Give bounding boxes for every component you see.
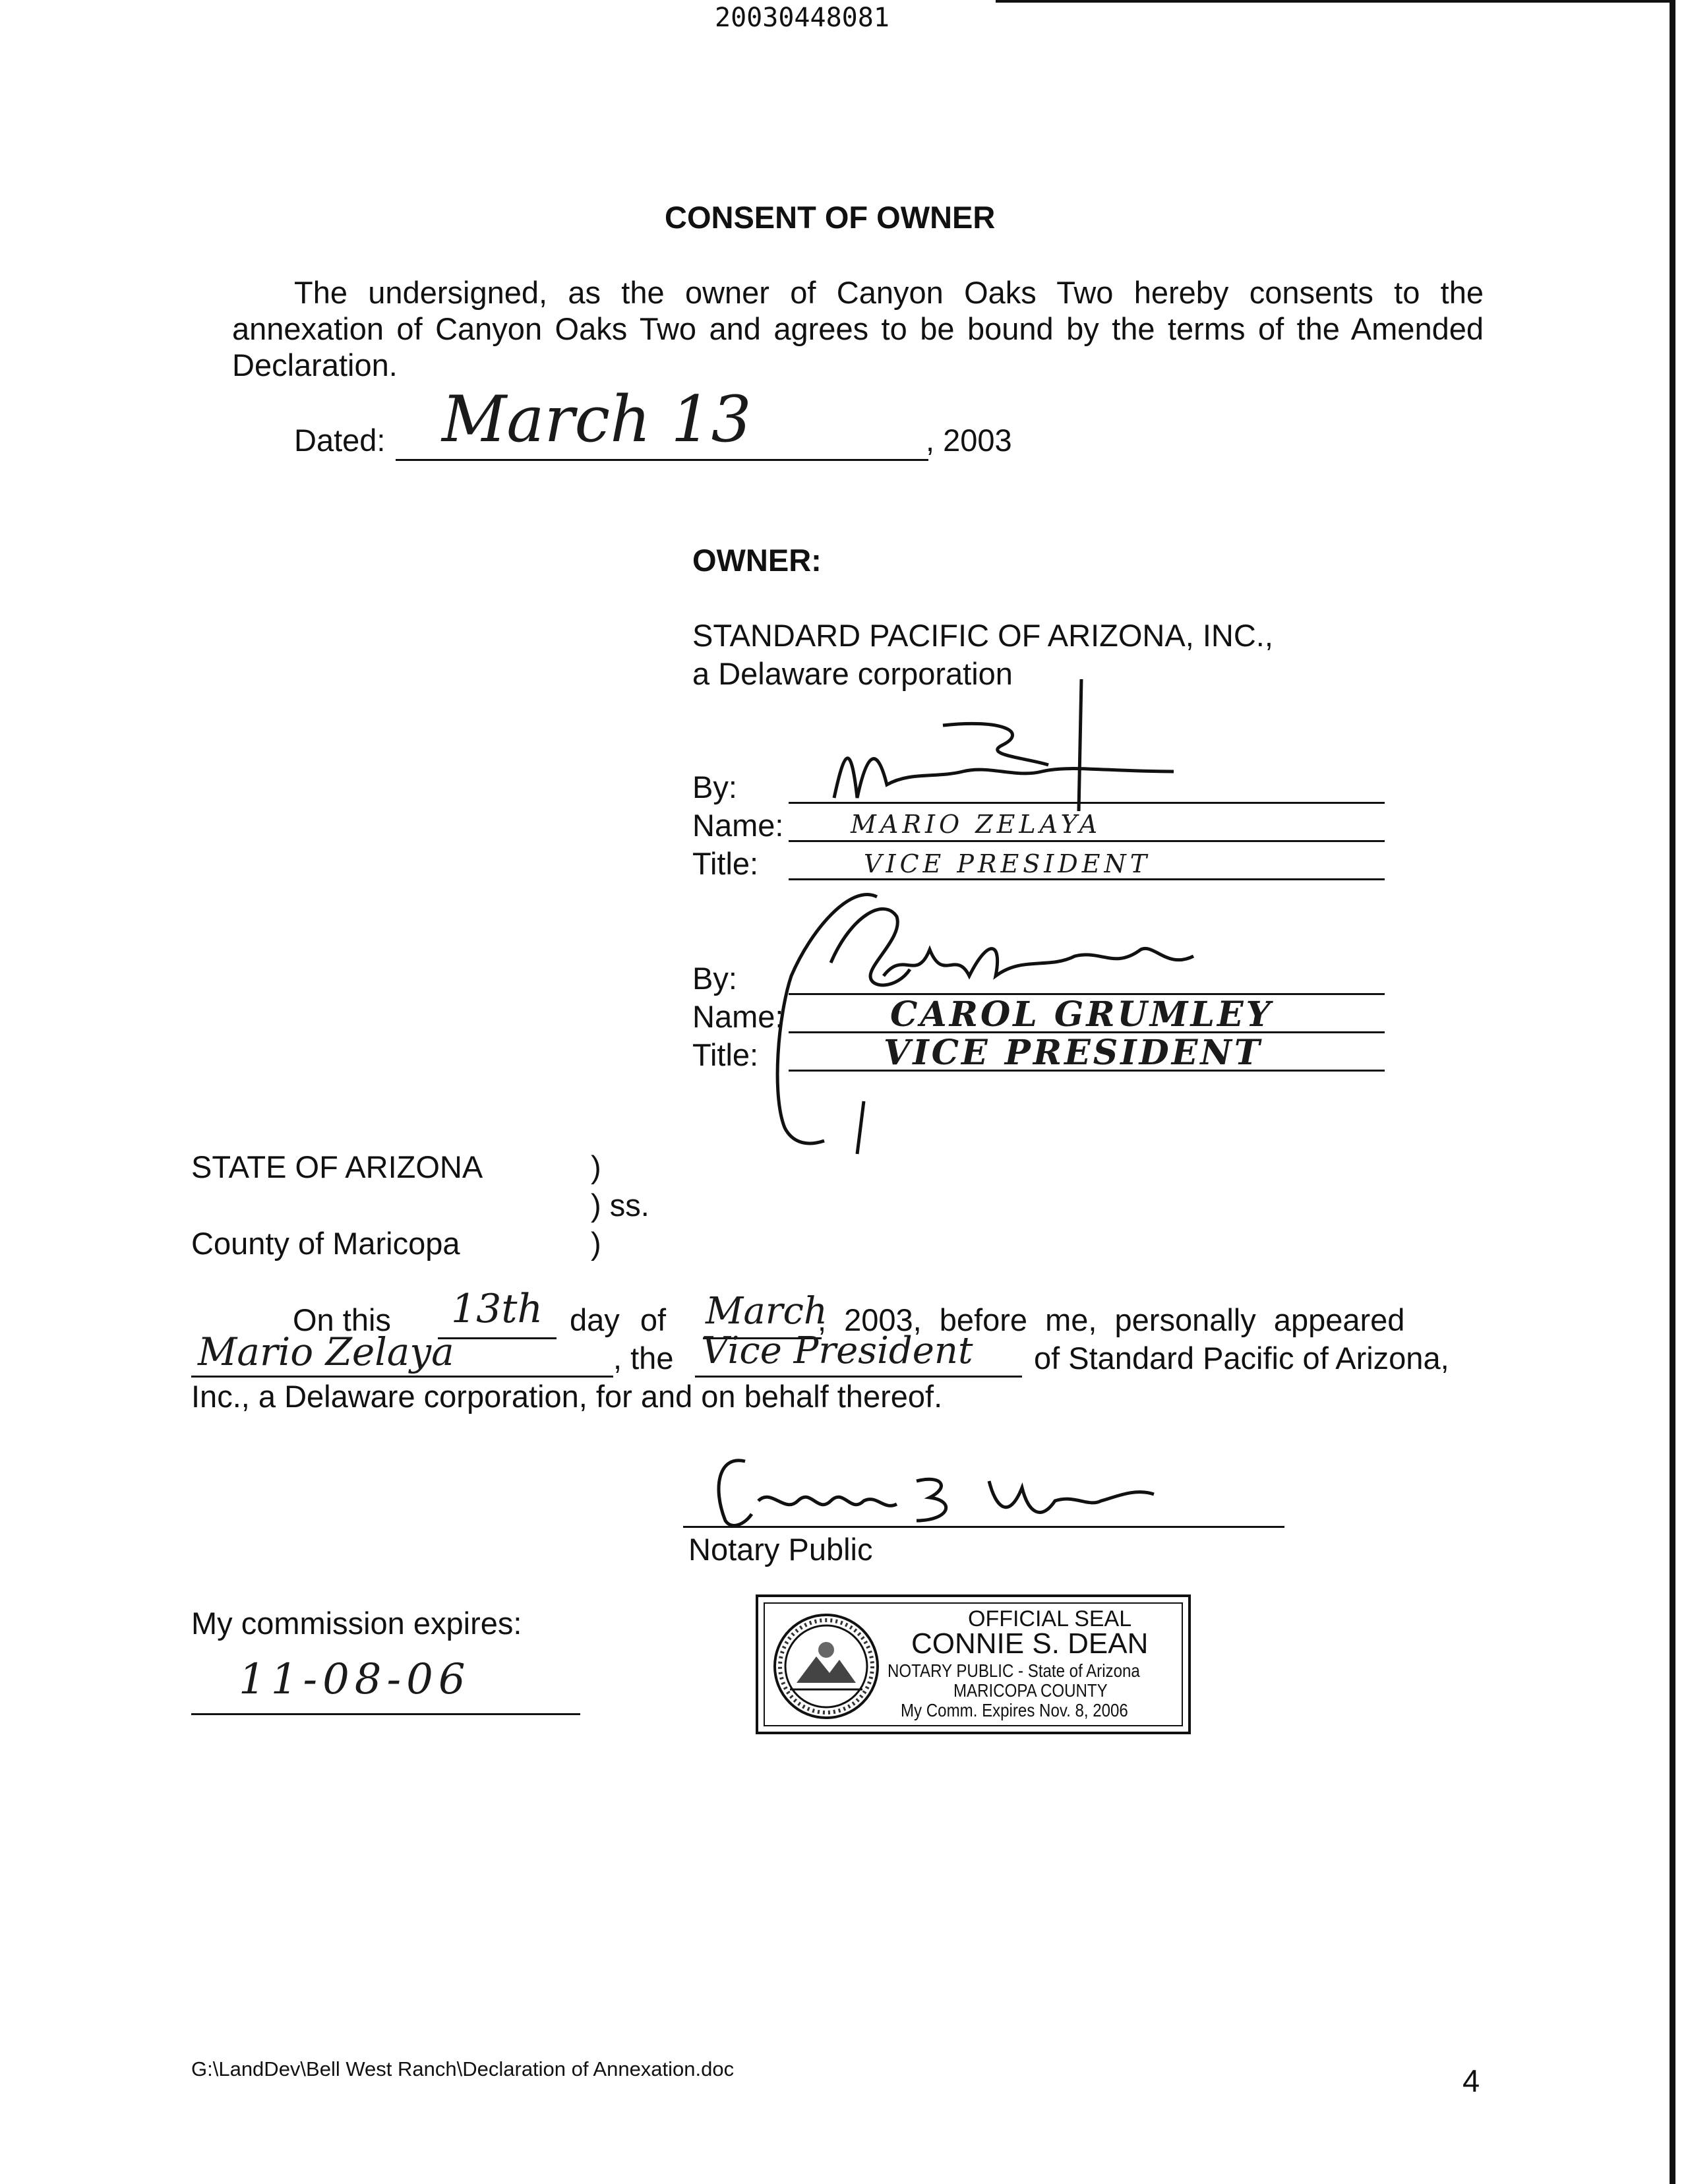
notary-signature-line: [683, 1526, 1284, 1528]
ack-day-line: [438, 1337, 557, 1339]
ack-rest-line1: , 2003, before me, personally appeared: [818, 1302, 1405, 1337]
commission-label: My commission expires:: [191, 1606, 522, 1641]
ack-role-value: Vice President: [702, 1329, 973, 1372]
signer1-title-label: Title:: [692, 846, 759, 881]
document-number: 20030448081: [715, 3, 889, 33]
dated-label: Dated:: [294, 423, 386, 458]
dated-year: , 2003: [926, 423, 1012, 458]
ack-month-value: March: [706, 1290, 828, 1333]
scan-edge-line: [1670, 0, 1675, 2184]
ack-the: , the: [613, 1341, 674, 1376]
owner-heading: OWNER:: [692, 543, 822, 578]
ss-label: ) ss.: [591, 1188, 649, 1223]
signer2-title-value: VICE PRESIDENT: [884, 1033, 1263, 1073]
signer1-name-line: [789, 840, 1385, 842]
state-label: STATE OF ARIZONA: [191, 1149, 483, 1184]
seal-line3: NOTARY PUBLIC - State of Arizona: [888, 1660, 1140, 1681]
notary-signature: [706, 1448, 1180, 1534]
signer1-name-value: MARIO ZELAYA: [851, 810, 1102, 839]
signer2-title-label: Title:: [692, 1037, 759, 1072]
owner-company: STANDARD PACIFIC OF ARIZONA, INC.,: [692, 618, 1273, 653]
seal-line1: OFFICIAL SEAL: [968, 1606, 1132, 1631]
ack-of-company: of Standard Pacific of Arizona,: [1034, 1341, 1449, 1376]
consent-paragraph-text: The undersigned, as the owner of Canyon Oaks Two hereby consents to the annexation of Canyon Oaks Two and agrees to be bound by the terms of the Amended Declaration.: [232, 275, 1484, 382]
commission-line: [191, 1713, 580, 1715]
dated-underline: [396, 459, 928, 461]
seal-line2: CONNIE S. DEAN: [911, 1627, 1149, 1660]
official-seal: [756, 1594, 1191, 1734]
ack-person-line: [191, 1376, 613, 1378]
signer1-name-label: Name:: [692, 808, 784, 843]
page-number: 4: [1462, 2063, 1480, 2098]
county-paren: ): [591, 1226, 601, 1261]
signer1-signature: [831, 673, 1200, 811]
signer2-name-value: CAROL GRUMLEY: [890, 994, 1273, 1035]
signer1-by-label: By:: [692, 770, 737, 804]
footer-file-path: G:\LandDev\Bell West Ranch\Declaration of Annexation.doc: [191, 2057, 735, 2080]
ack-role-line: [695, 1376, 1022, 1378]
page-title: CONSENT OF OWNER: [665, 200, 996, 235]
seal-line5: My Comm. Expires Nov. 8, 2006: [901, 1700, 1128, 1720]
ack-on-this: On this: [293, 1302, 391, 1337]
ack-person-value: Mario Zelaya: [198, 1329, 454, 1374]
owner-company-type: a Delaware corporation: [692, 656, 1013, 691]
ack-line3: Inc., a Delaware corporation, for and on behalf thereof.: [191, 1379, 943, 1414]
county-label: County of Maricopa: [191, 1226, 460, 1261]
state-paren: ): [591, 1149, 601, 1184]
ack-day-value: 13th: [451, 1286, 543, 1332]
notary-public-label: Notary Public: [688, 1532, 873, 1567]
ack-day-of: day of: [570, 1302, 667, 1337]
signer2-signature: [771, 877, 1246, 1154]
signer2-name-label: Name:: [692, 999, 784, 1034]
commission-value: 11-08-06: [239, 1655, 471, 1704]
consent-paragraph: [232, 274, 1484, 383]
signer1-title-value: VICE PRESIDENT: [864, 849, 1151, 878]
signer2-by-label: By:: [692, 961, 737, 996]
seal-line4: MARICOPA COUNTY: [953, 1680, 1108, 1701]
dated-handwritten-value: March 13: [442, 382, 752, 456]
scan-top-line: [996, 0, 1675, 3]
state-seal-icon: [770, 1610, 882, 1722]
